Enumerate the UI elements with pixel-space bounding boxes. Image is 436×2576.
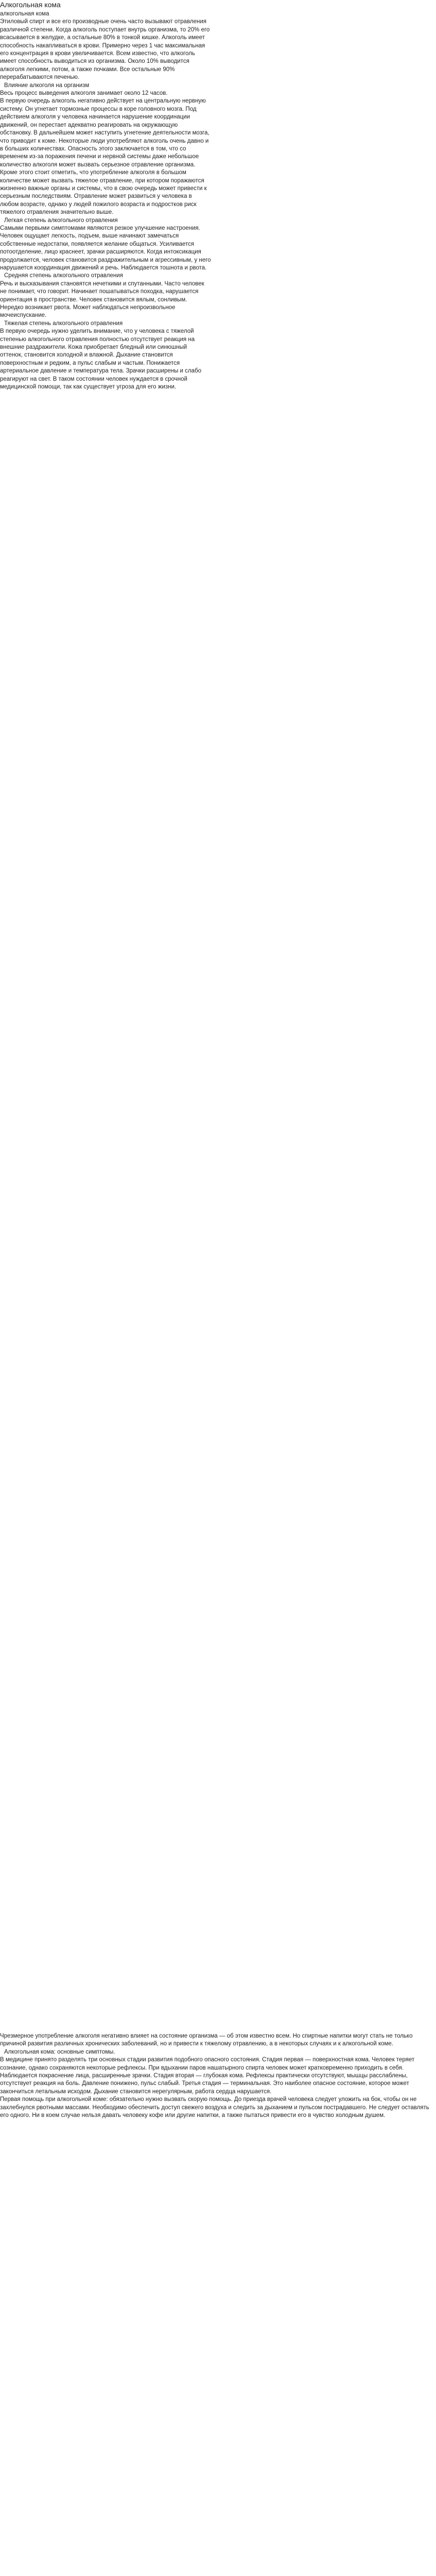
article-top-column: [0, 0, 211, 392]
paragraph: Этиловый спирт и все его производные очень часто вызывают отравления различной степени. Когда алкоголь поступает внутрь организма, то 20% его всасывается в желудке, а остальные 80% в тонкой кишке. Алкоголь имеет способность накапливаться в крови. Примерно через 1 час максимальная его концентрация в крови увеличивается. Всем известно, что алкоголь имеет способность выводиться из организма. Около 10% выводится алкоголя легкими, потом, а также почками. Все остальные 90% перерабатываются печенью.: [0, 19, 210, 81]
section-heading: Влияние алкоголя на организм: [4, 82, 90, 89]
paragraph: В первую очередь нужно уделить внимание, что у человека с тяжелой степенью алкогольного отравления полностью отсутствует реакция на внешние раздражители. Кожа приобретает бледный или синюшный оттенок, становится холодной и влажной. Дыхание становится поверхностным и редким, а пульс слабым и частым. Понижается артериальное давление и температура тела. Зрачки расширены и слабо реагируют на свет. В таком состоянии человек нуждается в срочной медицинской помощи, так как существует угроза для его жизни.: [0, 328, 201, 391]
paragraph: В медицине принято разделять три основных стадии развития подобного опасного состояния. Стадия первая — поверхностная кома. Человек теряет сознание, однако сохраняются некоторые рефлексы. При вдыхании паров нашатырного спирта человек может кратковременно приходить в себя. Наблюдается покраснение лица, расширенные зрачки. Стадия вторая — глубокая кома. Рефлексы практически отсутствуют, мышцы расслаблены, отсутствует реакция на боль. Давление понижено, пульс слабый. Третья стадия — терминальная. Это наиболее опасное состояние, которое может закончиться летальным исходом. Дыхание становится нерегулярным, работа сердца нарушается.: [0, 2057, 415, 2095]
paragraph: Первая помощь при алкогольной коме: обязательно нужно вызвать скорую помощь. До приезда врачей человека следует уложить на бок, чтобы он не захлебнулся рвотными массами. Необходимо обеспечить доступ свежего воздуха и следить за дыханием и пульсом пострадавшего. Не следует оставлять его одного. Ни в коем случае нельзя давать человеку кофе или другие напитки, а также пытаться привести его в чувство холодным душем.: [0, 2096, 429, 2119]
article-bottom-column: [0, 2032, 436, 2120]
article-title: Алкогольная кома: [0, 1, 61, 9]
paragraph: В первую очередь алкоголь негативно действует на центральную нервную систему. Он угнетает тормозные процессы в коре головного мозга. Под действием алкоголя у человека начинается нарушение координации движений, он перестает адекватно реагировать на окружающую обстановку. В дальнейшем может наступить угнетение деятельности мозга, что приводит к коме. Некоторые люди употребляют алкоголь очень давно и в больших количествах. Опасность этого заключается в том, что со временем из-за поражения печени и нервной системы даже небольшое количество алкоголя может вызвать серьезное отравление организма.: [0, 98, 210, 168]
article-subtitle: алкогольная кома: [0, 11, 49, 17]
paragraph: Весь процесс выведения алкоголя занимает около 12 часов.: [0, 90, 168, 97]
section-heading: Алкогольная кома: основные симптомы.: [4, 2048, 115, 2055]
section-heading: Средняя степень алкогольного отравления: [4, 273, 123, 279]
section-heading: Легкая степень алкогольного отравления: [4, 217, 118, 224]
paragraph: Кроме этого стоит отметить, что употребление алкоголя в большом количестве может вызвать тяжелое отравление, при котором поражаются жизненно важные органы и системы, что в свою очередь может привести к серьезным последствиям. Отравление может развиться у человека в любом возрасте, однако у людей пожилого возраста и подростков риск тяжелого отравления значительно выше.: [0, 170, 207, 216]
paragraph: Речь и высказывания становятся нечеткими и спутанными. Часто человек не понимает, что говорит. Начинает пошатываться походка, нарушается ориентация в пространстве. Человек становится вялым, сонливым. Нередко возникает рвота. Может наблюдаться непроизвольное мочеиспускание.: [0, 280, 204, 319]
section-heading: Тяжелая степень алкогольного отравления: [4, 320, 123, 327]
paragraph: Чрезмерное употребление алкоголя негативно влияет на состояние организма — об этом известно всем. Но спиртные напитки могут стать не только причиной развития различных хронических заболеваний, но и привести к тяжелому отравлению, а в некоторых случаях и к алкогольной коме.: [0, 2033, 413, 2047]
paragraph: Самыми первыми симптомами являются резкое улучшение настроения. Человек ощущает легкость, подъем, выше начинают замечаться собственные недостатки, появляется желание общаться. Усиливается потоотделение, лицо краснеет, зрачки расширяются. Когда интоксикация продолжается, человек становится раздражительным и агрессивным, у него нарушается координация движений и речь. Наблюдается тошнота и рвота.: [0, 225, 211, 271]
